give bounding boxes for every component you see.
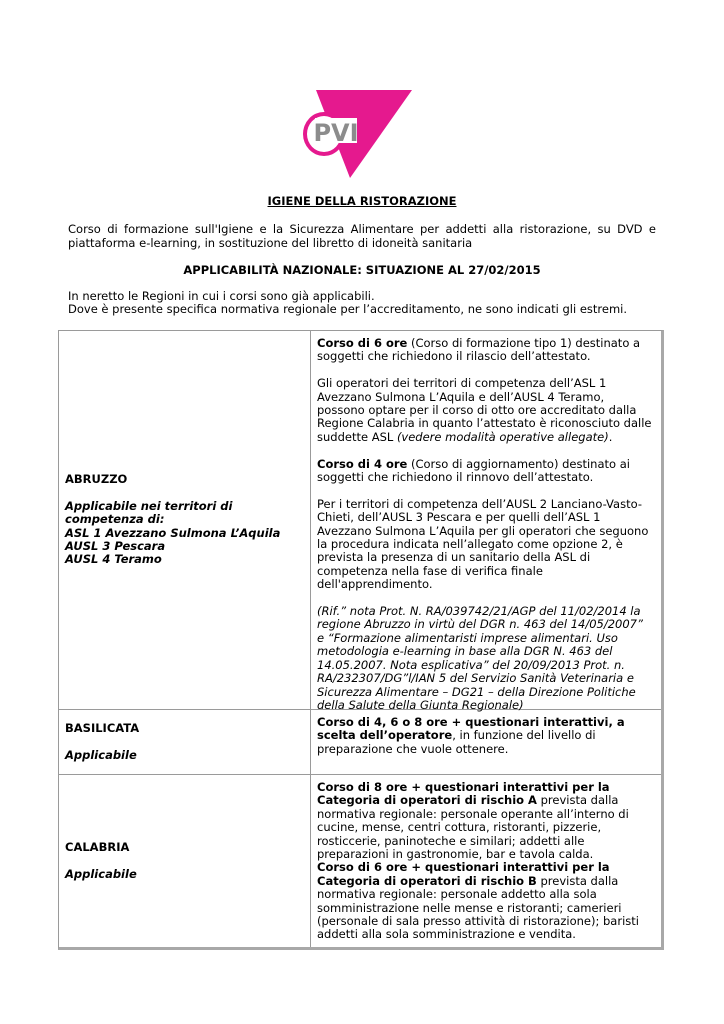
region-cell [59,331,311,709]
course-text: . [608,429,613,444]
course-details-cell [311,331,661,712]
status-line: AUSL 4 Teramo [65,552,162,567]
region-cell [59,710,311,774]
course-name: Corso di 4, 6 o 8 ore + questionari interattivi, a scelta dell’operatore [317,715,625,743]
course-name: Corso di 6 ore [317,336,408,350]
status-line: Applicabile nei territori di competenza di: [65,498,233,527]
course-details-cell [311,775,661,947]
course-paragraph [317,337,653,364]
document-subtitle: APPLICABILITÀ NAZIONALE: SITUAZIONE AL 27/02/2015 [183,263,541,277]
note-line-1: In neretto le Regioni in cui i corsi sono già applicabili. [68,289,375,303]
course-details-cell [311,710,661,774]
document-title: IGIENE DELLA RISTORAZIONE [267,194,457,208]
legend-note [68,290,627,316]
course-text: (Corso di formazione tipo 1) destinato a soggetti che richiedono il rilascio dell’attestato. [317,336,641,364]
intro-paragraph: Corso di formazione sull'Igiene e la Sicurezza Alimentare per addetti alla ristorazione, su DVD e piattaforma e-learning, in sostituzione del libretto di idoneità sanitaria [68,222,656,250]
applicability-status [65,500,304,567]
table-row-basilicata [59,709,661,774]
applicability-status: Applicabile [65,747,137,762]
course-paragraph [317,781,653,861]
course-paragraph [317,498,653,592]
course-name: Corso di 6 ore + questionari interattivi per la Categoria di operatori di rischio B [317,860,610,888]
course-text: prevista dalla normativa regionale: personale addetto alla sola somministrazione nelle mense e ristoranti; camerieri (personale di sala presso attività di ristorazione); baristi addetti alla sola somministrazione e vendita. [317,873,639,942]
region-name: CALABRIA [65,840,130,855]
table-row-abruzzo [59,331,661,712]
regions-table [58,330,664,950]
logo-text: PVI [313,119,359,147]
status-line: AUSL 3 Pescara [65,538,166,553]
course-paragraph [317,458,653,485]
applicability-status: Applicabile [65,866,137,881]
status-line: ASL 1 Avezzano Sulmona L’Aquila [65,525,281,540]
course-text: , in funzione del livello di preparazione che vuole ottenere. [317,728,596,756]
pvi-logo [298,88,414,180]
reference-paragraph [317,605,653,712]
regulation-reference: (Rif.” nota Prot. N. RA/039742/21/AGP del 11/02/2014 la regione Abruzzo in virtù del DGR n. 463 del 14/05/2007” e “Formazione alimentaristi imprese alimentari. Uso metodologia e-learning in base alla DGR N. 463 del 14.05.2007. Nota esplicativa” del 20/09/2013 Prot. n. RA/232307/DG”l/IAN 5 del Servizio Sanità Veterinaria e Sicurezza Alimentare – DG21 – della Direzione Politiche della Salute della Giunta Regionale) [317,604,643,712]
table-row-calabria [59,774,661,947]
region-name: BASILICATA [65,721,140,736]
course-paragraph [317,377,653,444]
course-text: prevista dalla normativa regionale: personale operante all’interno di cucine, mense, centri cottura, ristoranti, pizzerie, rosticcerie, paninoteche e similari; addetti alle preparazioni in gastronomie, bar e tavola calda. [317,793,629,862]
course-text: (Corso di aggiornamento) destinato ai soggetti che richiedono il rinnovo dell’attestato. [317,456,630,485]
course-note: (vedere modalità operative allegate) [396,429,609,444]
course-paragraph [317,861,653,941]
note-line-2: Dove è presente specifica normativa regionale per l’accreditamento, ne sono indicati gli estremi. [68,302,627,316]
course-name: Corso di 8 ore + questionari interattivi per la Categoria di operatori di rischio A [317,780,610,808]
course-text: Per i territori di competenza dell’AUSL 2 Lanciano-Vasto-Chieti, dell’AUSL 3 Pescara e per quelli dell’ASL 1 Avezzano Sulmona L’Aquila per gli operatori che seguono la procedura indicata nell’allegato come opzione 2, è prevista la presenza di un sanitario della ASL di competenza nella fase di verifica finale dell'apprendimento. [317,496,649,592]
course-text: Gli operatori dei territori di competenza dell’ASL 1 Avezzano Sulmona L’Aquila e dell’AUSL 4 Teramo, possono optare per il corso di otto ore accreditato dalla Regione Calabria in quanto l’attestato è riconosciuto dalle suddette ASL [317,376,652,444]
region-name: ABRUZZO [65,472,128,487]
region-cell [59,775,311,947]
course-paragraph [317,716,653,756]
course-name: Corso di 4 ore [317,456,408,471]
